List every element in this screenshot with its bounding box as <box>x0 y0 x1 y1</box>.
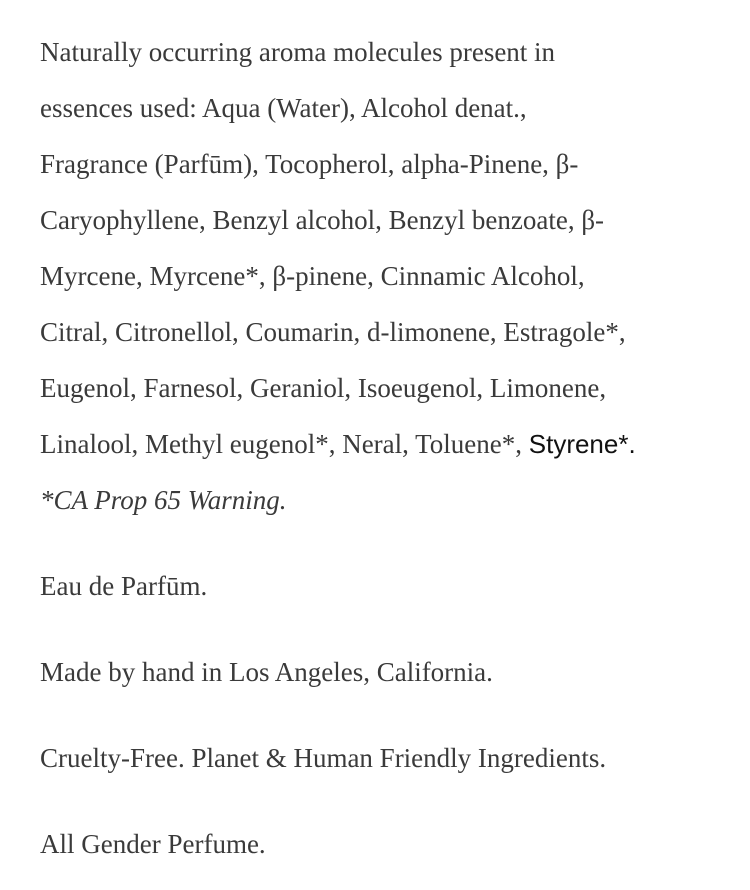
ingredients-line-2: essences used: Aqua (Water), Alcohol denat., <box>40 93 527 123</box>
ingredients-line-3: Fragrance (Parfūm), Tocopherol, alpha-Pinene, β- <box>40 149 579 179</box>
ingredients-line-8-text: Linalool, Methyl eugenol*, Neral, Toluene*, <box>40 429 529 459</box>
perfume-type: Eau de Parfūm. <box>40 571 208 601</box>
origin-statement: Made by hand in Los Angeles, California. <box>40 657 493 687</box>
ingredients-line-6: Citral, Citronellol, Coumarin, d-limonene, Estragole*, <box>40 317 626 347</box>
ingredients-line-4: Caryophyllene, Benzyl alcohol, Benzyl benzoate, β- <box>40 205 605 235</box>
gender-statement: All Gender Perfume. <box>40 829 266 859</box>
prop-65-warning: *CA Prop 65 Warning. <box>40 485 287 515</box>
ethics-statement: Cruelty-Free. Planet & Human Friendly Ingredients. <box>40 743 607 773</box>
ingredients-line-1: Naturally occurring aroma molecules present in <box>40 37 556 67</box>
styrene-ingredient: Styrene*. <box>528 429 636 459</box>
ingredients-line-7: Eugenol, Farnesol, Geraniol, Isoeugenol, Limonene, <box>40 373 607 403</box>
ingredients-line-8 <box>40 427 636 461</box>
ingredients-line-5: Myrcene, Myrcene*, β-pinene, Cinnamic Alcohol, <box>40 261 585 291</box>
